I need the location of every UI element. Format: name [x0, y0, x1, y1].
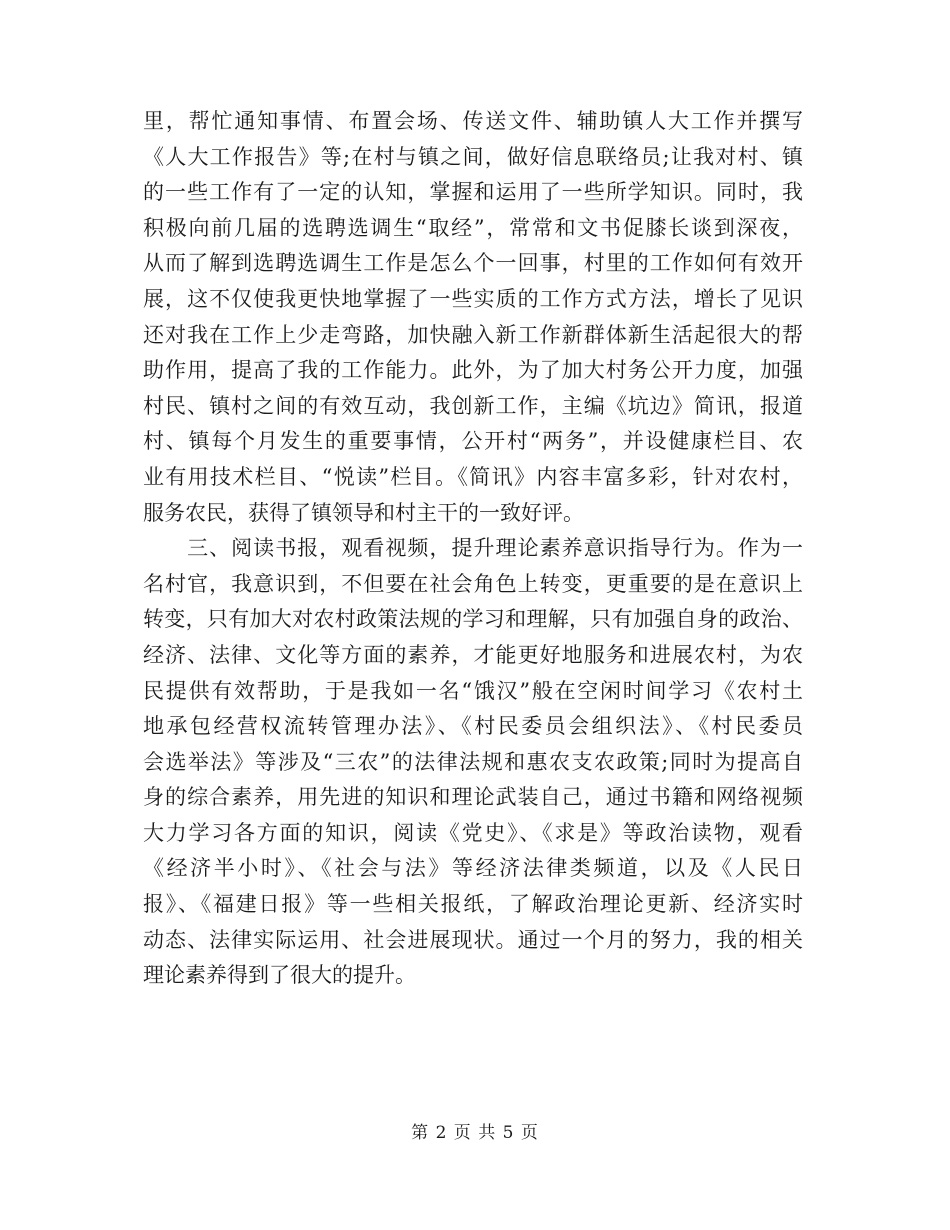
page-number-footer: 第 2 页 共 5 页 — [411, 1123, 539, 1143]
text-line: 三、阅读书报，观看视频，提升理论素养意识指导行为。作为一 — [143, 536, 803, 561]
text-line: 地承包经营权流转管理办法》、《村民委员会组织法》、《村民委员 — [143, 714, 803, 739]
body-text — [143, 104, 803, 994]
text-line: 经济、法律、文化等方面的素养，才能更好地服务和进展农村，为农 — [143, 642, 803, 667]
text-line: 积极向前几届的选聘选调生“取经”，常常和文书促膝长谈到深夜， — [143, 215, 803, 240]
text-line: 服务农民，获得了镇领导和村主干的一致好评。 — [143, 500, 584, 525]
text-line: 报》、《福建日报》等一些相关报纸，了解政治理论更新、经济实时 — [143, 892, 803, 917]
text-line: 理论素养得到了很大的提升。 — [143, 963, 416, 988]
text-line: 《人大工作报告》等;在村与镇之间，做好信息联络员;让我对村、镇 — [143, 144, 803, 169]
text-line: 助作用，提高了我的工作能力。此外，为了加大村务公开力度，加强 — [143, 358, 803, 383]
text-line: 的一些工作有了一定的认知，掌握和运用了一些所学知识。同时，我 — [143, 180, 803, 205]
text-line: 从而了解到选聘选调生工作是怎么个一回事，村里的工作如何有效开 — [143, 251, 803, 276]
text-line: 名村官，我意识到，不但要在社会角色上转变，更重要的是在意识上 — [143, 571, 803, 596]
text-line: 身的综合素养，用先进的知识和理论武装自己，通过书籍和网络视频 — [143, 785, 803, 810]
text-line: 业有用技术栏目、“悦读”栏目。《简讯》内容丰富多彩，针对农村， — [143, 464, 803, 489]
text-line: 转变，只有加大对农村政策法规的学习和理解，只有加强自身的政治、 — [143, 607, 803, 632]
text-line: 大力学习各方面的知识，阅读《党史》、《求是》等政治读物，观看 — [143, 820, 803, 845]
text-line: 动态、法律实际运用、社会进展现状。通过一个月的努力，我的相关 — [143, 927, 803, 952]
text-line: 《经济半小时》、《社会与法》等经济法律类频道，以及《人民日 — [143, 856, 803, 881]
text-line: 民提供有效帮助，于是我如一名“饿汉”般在空闲时间学习《农村土 — [143, 678, 803, 703]
text-line: 村、镇每个月发生的重要事情，公开村“两务”，并设健康栏目、农 — [143, 429, 803, 454]
text-line: 里，帮忙通知事情、布置会场、传送文件、辅助镇人大工作并撰写 — [143, 109, 803, 133]
text-line: 会选举法》等涉及“三农”的法律法规和惠农支农政策;同时为提高自 — [143, 749, 803, 774]
text-line: 展，这不仅使我更快地掌握了一些实质的工作方式方法，增长了见识 — [143, 286, 803, 311]
text-line: 村民、镇村之间的有效互动，我创新工作，主编《坑边》简讯，报道 — [143, 393, 803, 418]
text-line: 还对我在工作上少走弯路，加快融入新工作新群体新生活起很大的帮 — [143, 322, 803, 347]
